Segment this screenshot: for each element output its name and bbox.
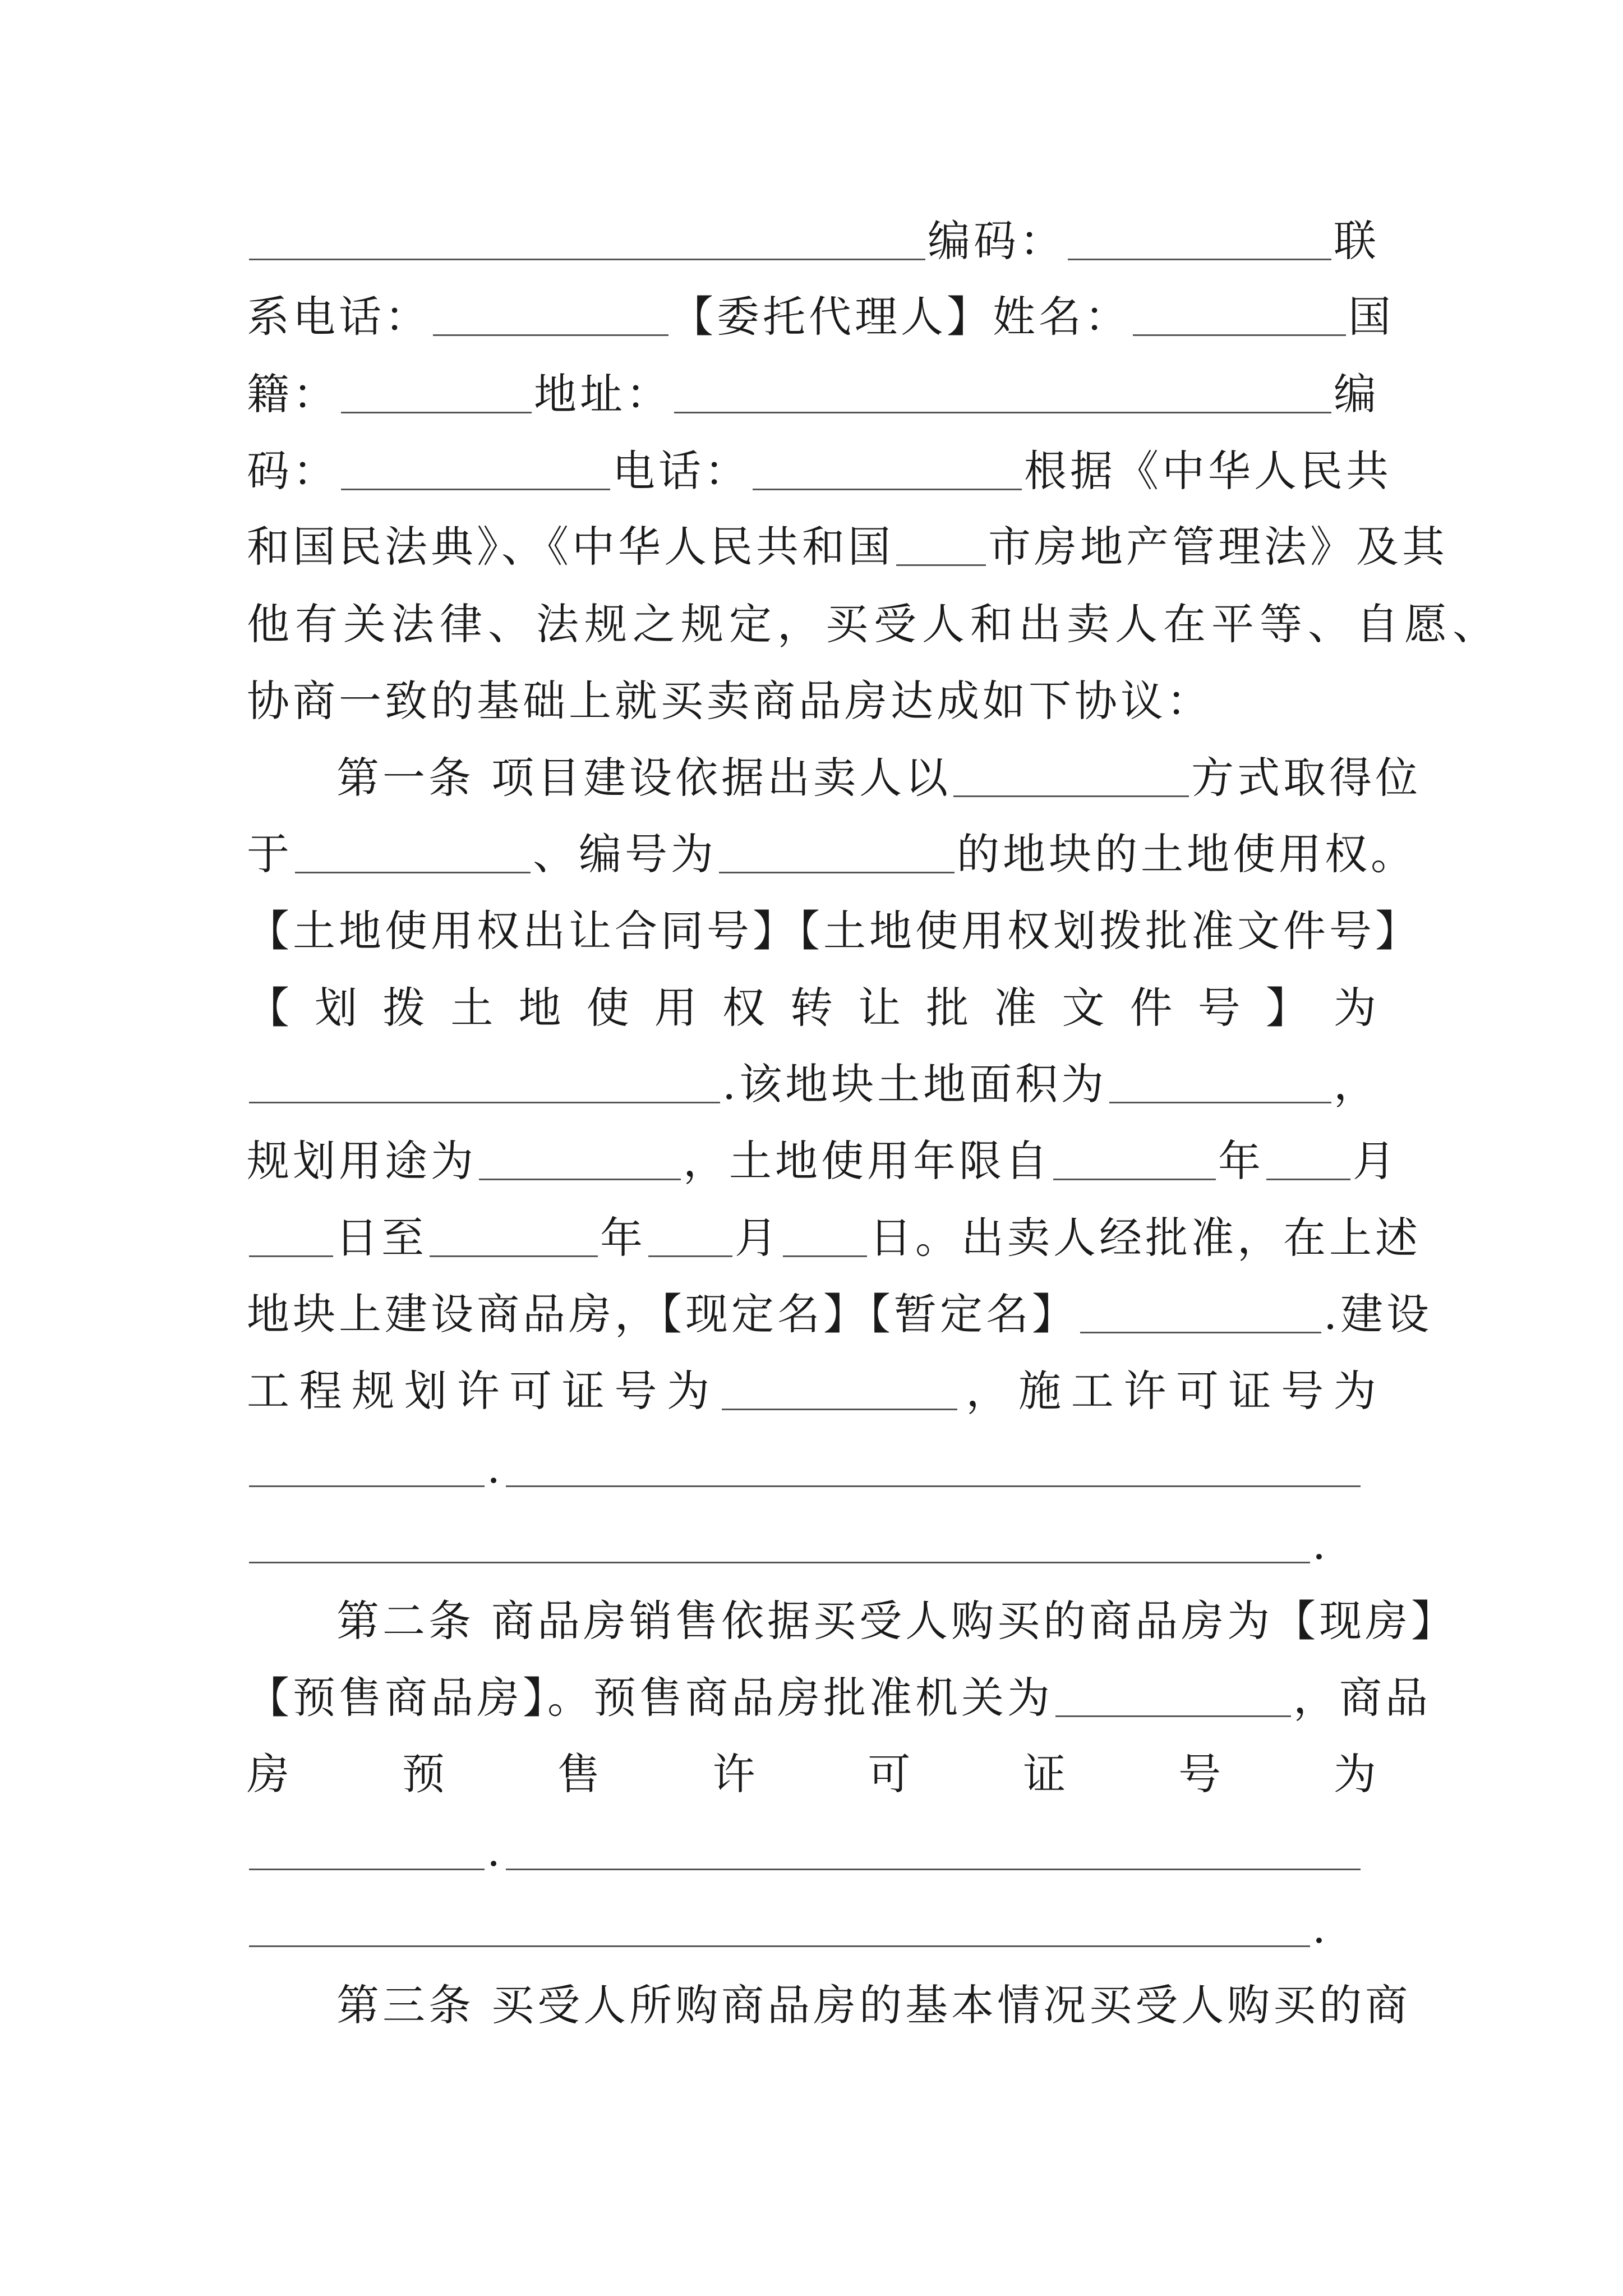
blank-field: [506, 1833, 1361, 1870]
char: 用: [654, 983, 700, 1033]
char: 可: [868, 1749, 914, 1799]
text: 电话：: [612, 446, 750, 496]
blank-field: [249, 1066, 720, 1103]
text: 【预售商品房】。预售商品房批准机关为: [247, 1673, 1053, 1723]
text: 的地块的土地使用权。: [957, 829, 1417, 879]
char: 规: [352, 1366, 398, 1416]
text: 地址：: [534, 369, 672, 419]
text: 第三条 买受人所购商品房的基本情况买受人购买的商: [336, 1980, 1412, 2030]
text-line: [247, 429, 1392, 513]
char: 程: [299, 1366, 345, 1416]
blank-field: [341, 376, 532, 413]
char: 许: [1123, 1366, 1170, 1416]
text-line: [247, 1502, 1329, 1586]
blank-field: [1109, 1066, 1331, 1103]
blank-field: [753, 453, 1022, 490]
text: 编: [1334, 369, 1380, 419]
text: 、编号为: [533, 829, 717, 879]
text: 月: [1353, 1136, 1399, 1186]
char: 证: [561, 1366, 608, 1416]
blank-field: [295, 836, 531, 873]
text: 国: [1348, 292, 1394, 342]
text-line: [247, 352, 1380, 436]
text-line: [247, 199, 1380, 283]
char: 许: [712, 1749, 759, 1799]
text: 规划用途为: [247, 1136, 477, 1186]
text: 方式取得位: [1191, 753, 1422, 803]
char: 号: [614, 1366, 661, 1416]
blank-field: [896, 528, 986, 566]
text: 码：: [247, 446, 339, 496]
char: 号: [1178, 1749, 1225, 1799]
text: 协商一致的基础上就买卖商品房达成如下协议：: [247, 676, 1212, 726]
text: 日至: [335, 1213, 427, 1263]
text-line: [247, 1119, 1399, 1203]
text: 第二条 商品房销售依据买受人购买的商品房为【现房】: [336, 1596, 1458, 1646]
blank-field: [249, 1526, 1310, 1563]
text: 联: [1334, 216, 1380, 266]
text-line: [247, 1886, 1329, 1970]
text-line: [247, 1426, 1363, 1510]
text-line: [247, 966, 1380, 1050]
text: ，: [1334, 1059, 1380, 1109]
text: 日。出卖人经批准，在上述: [869, 1213, 1421, 1263]
char: 预: [402, 1749, 448, 1799]
text: 【委托代理人】姓名：: [671, 292, 1131, 342]
text-line: [247, 582, 1501, 666]
text: .: [1312, 1903, 1329, 1953]
blank-field: [249, 1220, 333, 1257]
char: 转: [790, 983, 836, 1033]
text: 年: [1218, 1136, 1264, 1186]
char: 证: [1023, 1749, 1069, 1799]
text: .: [487, 1826, 504, 1876]
blank-field: [648, 1220, 732, 1257]
text: 月: [735, 1213, 781, 1263]
blank-field: [506, 1450, 1361, 1487]
char: 房: [247, 1749, 293, 1799]
char: 工: [247, 1366, 293, 1416]
char: 工: [1071, 1366, 1117, 1416]
char: 【: [247, 983, 293, 1033]
text: 地块上建设商品房，【现定名】【暂定名】: [247, 1289, 1078, 1339]
char: 地: [518, 983, 565, 1033]
char: 准: [994, 983, 1040, 1033]
char: 为: [1333, 1366, 1380, 1416]
blank-field: [249, 1450, 485, 1487]
text: 系电话：: [247, 292, 431, 342]
char: 为: [667, 1366, 713, 1416]
char: 号: [1197, 983, 1244, 1033]
blank-field: [249, 1910, 1310, 1947]
char: 许: [457, 1366, 503, 1416]
text-line: [247, 1042, 1380, 1126]
text-line: [247, 1196, 1421, 1280]
blank-field: [719, 836, 955, 873]
char: 为: [1333, 1749, 1380, 1799]
blank-field: [1080, 1296, 1321, 1333]
text: .: [1312, 1519, 1329, 1569]
blank-field: [341, 453, 610, 490]
char: 权: [722, 983, 768, 1033]
char: 号: [1281, 1366, 1327, 1416]
text-line: [247, 812, 1417, 896]
text: .: [487, 1443, 504, 1493]
blank-field: [1068, 223, 1331, 260]
char: 使: [586, 983, 633, 1033]
blank-field: [479, 1143, 681, 1180]
text-line: [247, 736, 1422, 820]
text: 根据《中华人民共: [1024, 446, 1392, 496]
text: 他有关法律、法规之规定，买受人和出卖人在平等、自愿、: [247, 599, 1501, 649]
blank-field: [722, 1373, 957, 1410]
char: 件: [1129, 983, 1176, 1033]
char: 可: [1175, 1366, 1222, 1416]
blank-field: [249, 1833, 485, 1870]
text: 第一条 项目建设依据出卖人以: [336, 753, 952, 803]
char: 批: [926, 983, 972, 1033]
blank-field: [953, 760, 1189, 797]
blank-field: [1133, 298, 1346, 336]
char: 让: [858, 983, 905, 1033]
text-line: [247, 505, 1448, 589]
text-line: [247, 889, 1421, 973]
text: 和国民法典》、《中华人民共和国: [247, 522, 894, 572]
char: ，: [966, 1366, 1012, 1416]
blank-field: [433, 298, 668, 336]
blank-field: [1266, 1143, 1350, 1180]
text: 【土地使用权出让合同号】【土地使用权划拨批准文件号】: [247, 906, 1421, 956]
text: 市房地产管理法》及其: [988, 522, 1448, 572]
text: 籍：: [247, 369, 339, 419]
char: 拨: [382, 983, 429, 1033]
char: 土: [450, 983, 497, 1033]
text: .建设: [1324, 1289, 1433, 1339]
text: ，土地使用年限自: [683, 1136, 1051, 1186]
text-line: [247, 1963, 1412, 2047]
blank-field: [1053, 1143, 1216, 1180]
blank-field: [1055, 1680, 1291, 1717]
text-line: [247, 1579, 1481, 1663]
text: 于: [247, 829, 293, 879]
char: 】: [1265, 983, 1312, 1033]
char: 文: [1062, 983, 1108, 1033]
text-line: [247, 1809, 1363, 1893]
char: 为: [1334, 983, 1380, 1033]
blank-field: [249, 223, 925, 260]
text: .该地块土地面积为: [722, 1059, 1108, 1109]
char: 划: [404, 1366, 450, 1416]
text-line: [247, 1349, 1380, 1433]
text-line: [247, 1732, 1380, 1816]
text-line: [247, 1272, 1433, 1356]
blank-field: [674, 376, 1331, 413]
text: 年: [600, 1213, 646, 1263]
char: 可: [509, 1366, 556, 1416]
char: 证: [1228, 1366, 1275, 1416]
text: ，商品: [1293, 1673, 1431, 1723]
text-line: [247, 275, 1394, 359]
blank-field: [430, 1220, 598, 1257]
text: 编码：: [928, 216, 1066, 266]
text-line: [247, 1656, 1431, 1740]
char: 施: [1018, 1366, 1065, 1416]
blank-field: [783, 1220, 867, 1257]
char: 划: [315, 983, 361, 1033]
char: 售: [557, 1749, 603, 1799]
text-line: [247, 659, 1380, 743]
